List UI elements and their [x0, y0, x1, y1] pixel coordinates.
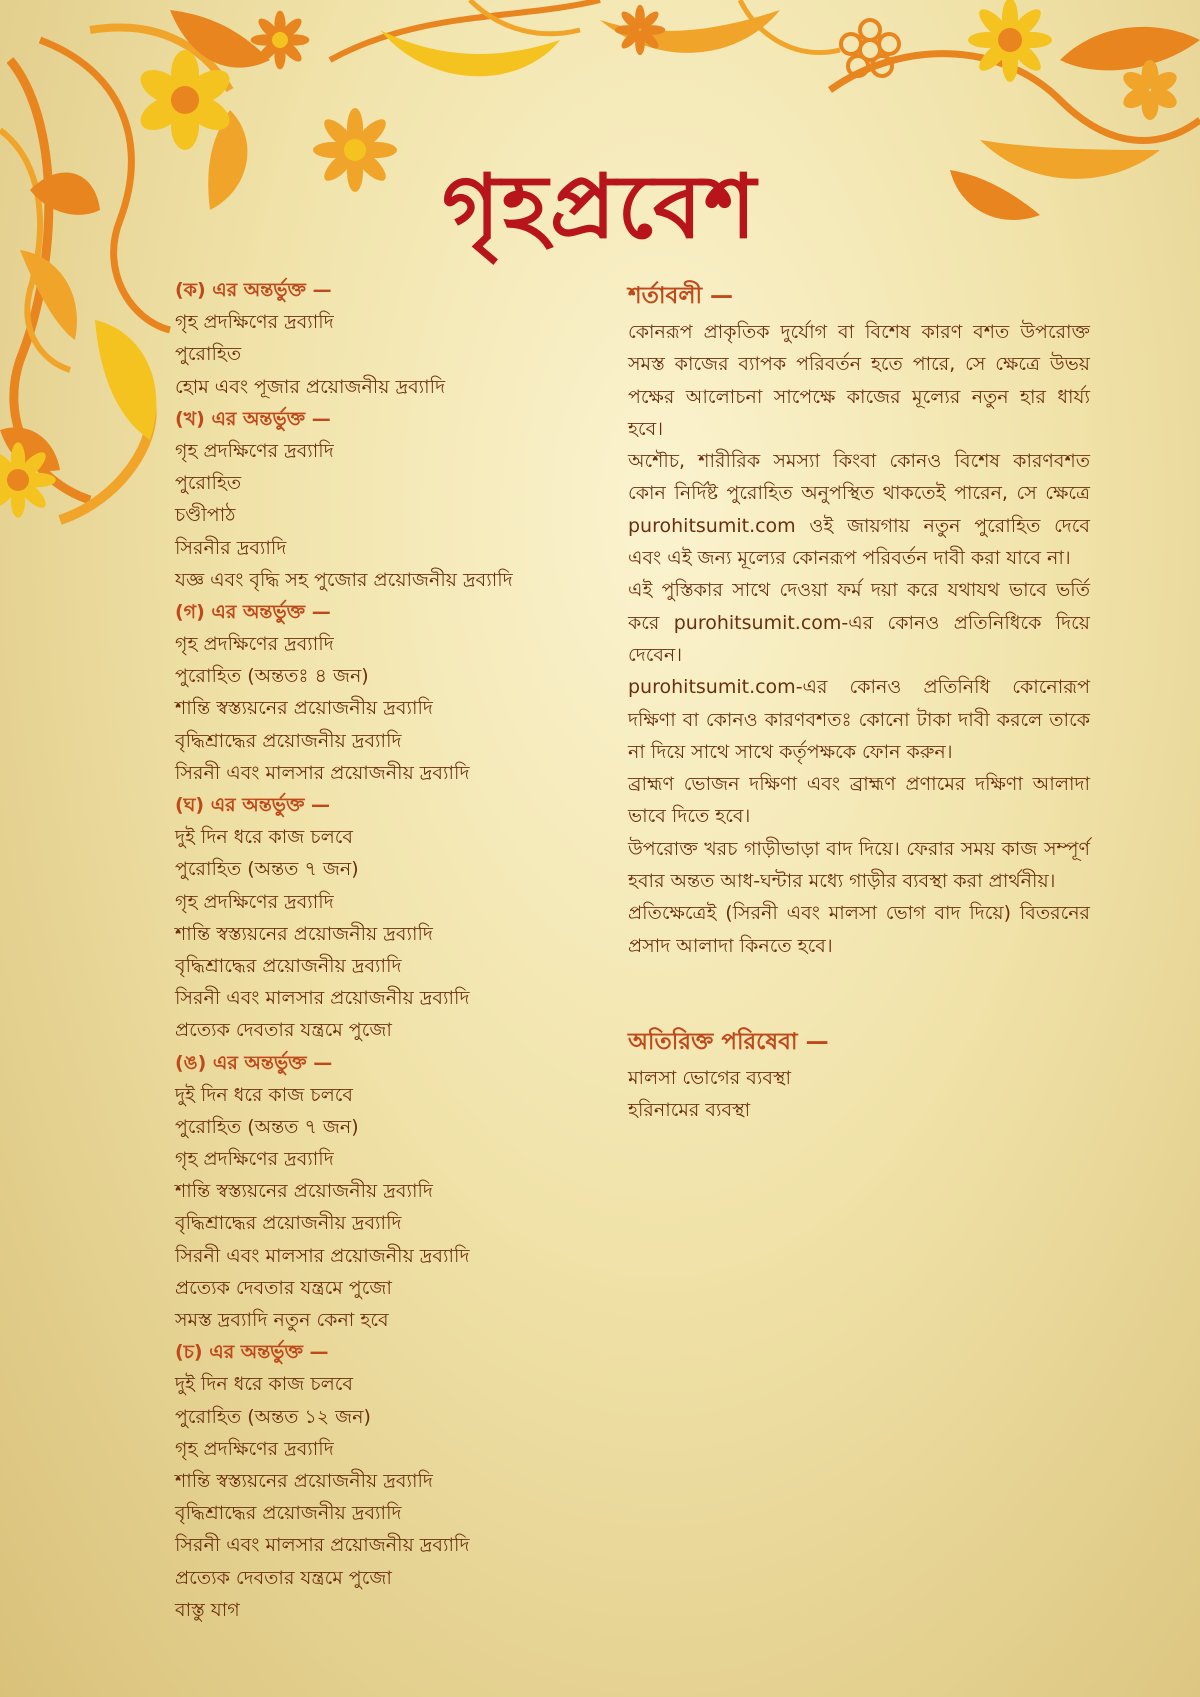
package-heading: (খ) এর অন্তর্ভুক্ত —	[175, 407, 331, 430]
extra-services-heading: অতিরিক্ত পরিষেবা —	[628, 1028, 829, 1055]
package-section	[175, 1336, 595, 1626]
package-item: দুই দিন ধরে কাজ চলবে	[175, 826, 353, 849]
package-heading: (গ) এর অন্তর্ভুক্ত —	[175, 600, 331, 623]
package-item: শান্তি স্বস্ত্যয়নের প্রয়োজনীয় দ্রব্যাদি	[175, 1469, 433, 1492]
package-item: প্রত্যেক দেবতার যন্ত্রমে পুজো	[175, 1019, 392, 1042]
package-item: সিরনী এবং মালসার প্রয়োজনীয় দ্রব্যাদি	[175, 761, 470, 784]
package-item: গৃহ প্রদক্ষিণের দ্রব্যাদি	[175, 633, 334, 656]
package-item: পুরোহিত	[175, 343, 242, 366]
terms-section	[628, 276, 1090, 962]
terms-heading: শর্তাবলী —	[628, 283, 734, 309]
package-item: পুরোহিত (অন্তত ৭ জন)	[175, 1115, 359, 1138]
package-section	[175, 1047, 595, 1337]
package-item: পুরোহিত (অন্ততঃ ৪ জন)	[175, 665, 369, 688]
package-heading: (ঘ) এর অন্তর্ভুক্ত —	[175, 794, 331, 816]
package-item: সমস্ত দ্রব্যাদি নতুন কেনা হবে	[175, 1309, 389, 1331]
package-item: বৃদ্ধিশ্রাদ্ধের প্রয়োজনীয় দ্রব্যাদি	[175, 954, 402, 977]
package-item: দুই দিন ধরে কাজ চলবে	[175, 1083, 353, 1106]
package-item: দুই দিন ধরে কাজ চলবে	[175, 1373, 353, 1396]
package-item: হোম এবং পূজার প্রয়োজনীয় দ্রব্যাদি	[175, 375, 446, 398]
extra-services-section	[628, 1022, 1090, 1126]
package-section	[175, 789, 595, 1047]
extra-service-item: হরিনামের ব্যবস্থা	[628, 1098, 751, 1121]
package-item: শান্তি স্বস্ত্যয়নের প্রয়োজনীয় দ্রব্যাদি	[175, 1180, 433, 1203]
terms-paragraph: ব্রাহ্মণ ভোজন দক্ষিণা এবং ব্রাহ্মণ প্রণামের দক্ষিণা আলাদা ভাবে দিতে হবে।	[628, 773, 1090, 828]
package-item: গৃহ প্রদক্ষিণের দ্রব্যাদি	[175, 1437, 334, 1460]
package-item: যজ্ঞ এবং বৃদ্ধি সহ পুজোর প্রয়োজনীয় দ্রব্যাদি	[175, 568, 513, 591]
package-item: সিরনী এবং মালসার প্রয়োজনীয় দ্রব্যাদি	[175, 1534, 470, 1557]
package-item: গৃহ প্রদক্ষিণের দ্রব্যাদি	[175, 311, 334, 334]
package-heading: (ক) এর অন্তর্ভুক্ত —	[175, 279, 332, 301]
terms-paragraph: উপরোক্ত খরচ গাড়ীভাড়া বাদ দিয়ে। ফেরার সময় কাজ সম্পূর্ণ হবার অন্তত আধ-ঘন্টার মধ্যে গাড়ীর ব্যবস্থা করা প্রার্থনীয়।	[628, 837, 1090, 893]
terms-paragraph: কোনরূপ প্রাকৃতিক দুর্যোগ বা বিশেষ কারণ বশত উপরোক্ত সমস্ত কাজের ব্যাপক পরিবর্তন হতে পারে, সে ক্ষেত্রে উভয় পক্ষের আলোচনা সাপেক্ষে কাজের মূল্যের নতুন হার ধার্য্য হবে।	[628, 321, 1090, 440]
package-item: বৃদ্ধিশ্রাদ্ধের প্রয়োজনীয় দ্রব্যাদি	[175, 729, 402, 752]
package-item: সিরনী এবং মালসার প্রয়োজনীয় দ্রব্যাদি	[175, 1244, 470, 1267]
package-item: শান্তি স্বস্ত্যয়নের প্রয়োজনীয় দ্রব্যাদি	[175, 922, 433, 945]
extra-service-item: মালসা ভোগের ব্যবস্থা	[628, 1066, 792, 1089]
package-item: সিরনীর দ্রব্যাদি	[175, 536, 287, 559]
package-section	[175, 403, 595, 596]
package-item: চণ্ডীপাঠ	[175, 504, 236, 527]
terms-paragraph: এই পুস্তিকার সাথে দেওয়া ফর্ম দয়া করে যথাযথ ভাবে ভর্তি করে purohitsumit.com-এর কোনও প্রতিনিধিকে দিয়ে দেবেন।	[628, 579, 1090, 666]
package-list	[175, 274, 595, 1626]
package-section	[175, 596, 595, 789]
package-section	[175, 274, 595, 403]
package-heading: (ঙ) এর অন্তর্ভুক্ত —	[175, 1051, 333, 1074]
package-item: বৃদ্ধিশ্রাদ্ধের প্রয়োজনীয় দ্রব্যাদি	[175, 1502, 402, 1525]
terms-paragraph: অশৌচ, শারীরিক সমস্যা কিংবা কোনও বিশেষ কারণবশত কোন নির্দিষ্ট পুরোহিত অনুপস্থিত থাকতেই পারেন, সে ক্ষেত্রে purohitsumit.com ওই জায়গায় নতুন পুরোহিত দেবে এবং এই জন্য মূল্যের কোনরূপ পরিবর্তন দাবী করা যাবে না।	[628, 450, 1090, 570]
info-column	[628, 276, 1090, 1126]
package-item: বৃদ্ধিশ্রাদ্ধের প্রয়োজনীয় দ্রব্যাদি	[175, 1212, 402, 1235]
terms-paragraph: প্রতিক্ষেত্রেই (সিরনী এবং মালসা ভোগ বাদ দিয়ে) বিতরনের প্রসাদ আলাদা কিনতে হবে।	[628, 902, 1090, 957]
terms-paragraph: purohitsumit.com-এর কোনও প্রতিনিধি কোনোরূপ দক্ষিণা বা কোনও কারণবশতঃ কোনো টাকা দাবী করলে তাকে না দিয়ে সাথে সাথে কর্তৃপক্ষকে ফোন করুন।	[628, 676, 1090, 763]
package-item: প্রত্যেক দেবতার যন্ত্রমে পুজো	[175, 1276, 392, 1299]
package-item: পুরোহিত	[175, 472, 242, 495]
package-item: গৃহ প্রদক্ষিণের দ্রব্যাদি	[175, 1148, 334, 1171]
package-item: পুরোহিত (অন্তত ৭ জন)	[175, 858, 359, 881]
package-heading: (চ) এর অন্তর্ভুক্ত —	[175, 1341, 329, 1364]
page-title: গৃহপ্রবেশ	[442, 154, 758, 258]
package-item: পুরোহিত (অন্তত ১২ জন)	[175, 1405, 371, 1428]
package-item: বাস্তু যাগ	[175, 1598, 240, 1621]
package-item: শান্তি স্বস্ত্যয়নের প্রয়োজনীয় দ্রব্যাদি	[175, 697, 433, 720]
package-item: সিরনী এবং মালসার প্রয়োজনীয় দ্রব্যাদি	[175, 987, 470, 1010]
package-item: প্রত্যেক দেবতার যন্ত্রমে পুজো	[175, 1566, 392, 1589]
package-item: গৃহ প্রদক্ষিণের দ্রব্যাদি	[175, 890, 334, 913]
package-item: গৃহ প্রদক্ষিণের দ্রব্যাদি	[175, 439, 334, 462]
